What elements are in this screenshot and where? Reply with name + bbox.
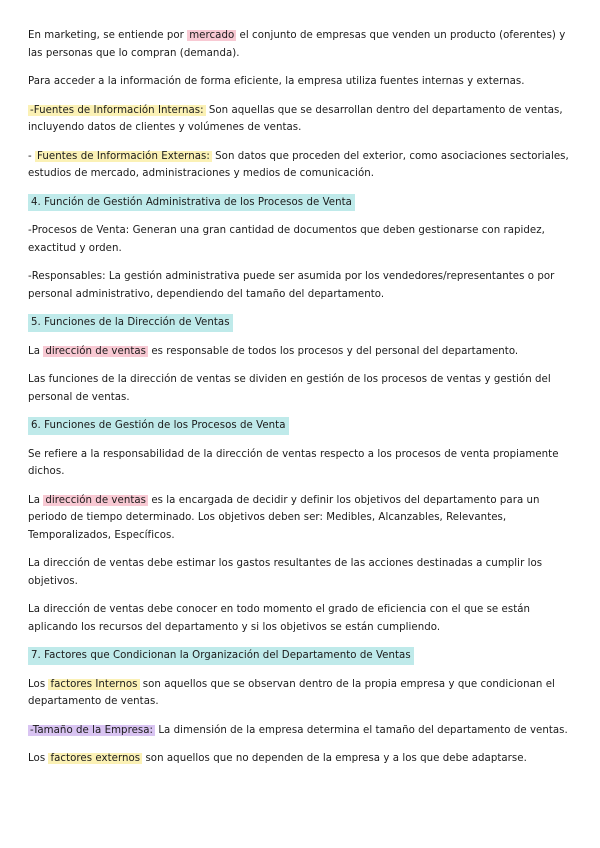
- highlight-external-sources: Fuentes de Información Externas:: [37, 150, 210, 162]
- paragraph-company-size: [28, 722, 570, 740]
- paragraph-text: La: [28, 345, 44, 357]
- paragraph-text: La: [28, 494, 44, 506]
- paragraph-external-sources: [28, 148, 570, 183]
- paragraph-text: son aquellos que no dependen de la empresa y a los que debe adaptarse.: [142, 753, 527, 764]
- highlight-external-factors: factores externos: [50, 753, 141, 764]
- paragraph-internal-sources: [28, 102, 570, 137]
- paragraph-cost-estimation: La dirección de ventas debe estimar los gastos resultantes de las acciones destinadas a cumplir los objetivos.: [28, 558, 543, 587]
- paragraph-external-factors: [28, 750, 570, 768]
- paragraph-market-definition: [28, 27, 570, 62]
- paragraph-text: Son datos que proceden del exterior, como asociaciones sectoriales, estudios de mercado, administraciones y medios de comunicación.: [28, 150, 569, 179]
- paragraph-responsibles: -Responsables: La gestión administrativa puede ser asumida por los vendedores/representantes o por personal administrativo, dependiendo del tamaño del departamento.: [28, 271, 555, 300]
- paragraph-text: Los: [28, 678, 49, 690]
- section-heading-5: 5. Funciones de la Dirección de Ventas: [28, 314, 233, 332]
- paragraph-efficiency: La dirección de ventas debe conocer en todo momento el grado de eficiencia con el que se están aplicando los recursos del departamento y si los objetivos se están cumpliendo.: [28, 604, 531, 633]
- paragraph-text: es responsable de todos los procesos y del personal del departamento.: [148, 345, 519, 357]
- paragraph-internal-factors: [28, 676, 570, 711]
- paragraph-information-sources: Para acceder a la información de forma eficiente, la empresa utiliza fuentes internas y externas.: [28, 76, 525, 87]
- highlight-sales-direction: dirección de ventas: [45, 345, 147, 357]
- paragraph-text: -: [28, 150, 36, 162]
- paragraph-text: Los: [28, 753, 49, 764]
- highlight-mercado: mercado: [189, 30, 235, 41]
- paragraph-process-responsibility: Se refiere a la responsabilidad de la dirección de ventas respecto a los procesos de venta propiamente dichos.: [28, 448, 559, 477]
- highlight-sales-direction: dirección de ventas: [45, 494, 147, 506]
- paragraph-sales-direction-functions: Las funciones de la dirección de ventas se dividen en gestión de los procesos de ventas y gestión del personal de ventas.: [28, 374, 551, 403]
- section-heading-4: 4. Función de Gestión Administrativa de los Procesos de Venta: [28, 194, 355, 212]
- highlight-internal-factors: factores Internos: [50, 678, 138, 690]
- paragraph-sales-processes: -Procesos de Venta: Generan una gran cantidad de documentos que deben gestionarse con rapidez, exactitud y orden.: [28, 225, 545, 254]
- paragraph-text: es la encargada de decidir y definir los objetivos del departamento para un periodo de tiempo determinado. Los objetivos deben ser: Medibles, Alcanzables, Relevantes, Temporalizados, Específicos.: [28, 494, 540, 541]
- highlight-internal-sources: -Fuentes de Información Internas:: [30, 104, 204, 116]
- paragraph-text: Son aquellas que se desarrollan dentro del departamento de ventas, incluyendo datos de clientes y volúmenes de ventas.: [28, 104, 563, 133]
- section-heading-6: 6. Funciones de Gestión de los Procesos de Venta: [28, 417, 289, 435]
- highlight-company-size: -Tamaño de la Empresa:: [30, 724, 154, 736]
- paragraph-text: son aquellos que se observan dentro de la propia empresa y que condicionan el departamento de ventas.: [28, 678, 555, 707]
- paragraph-sales-direction: [28, 343, 570, 361]
- section-heading-7: 7. Factores que Condicionan la Organización del Departamento de Ventas: [28, 647, 414, 665]
- paragraph-text: el conjunto de empresas que venden un producto (oferentes) y las personas que lo compran (demanda).: [28, 30, 566, 59]
- paragraph-text: En marketing, se entiende por: [28, 30, 188, 41]
- paragraph-objectives: [28, 492, 570, 545]
- paragraph-text: La dimensión de la empresa determina el tamaño del departamento de ventas.: [155, 724, 568, 736]
